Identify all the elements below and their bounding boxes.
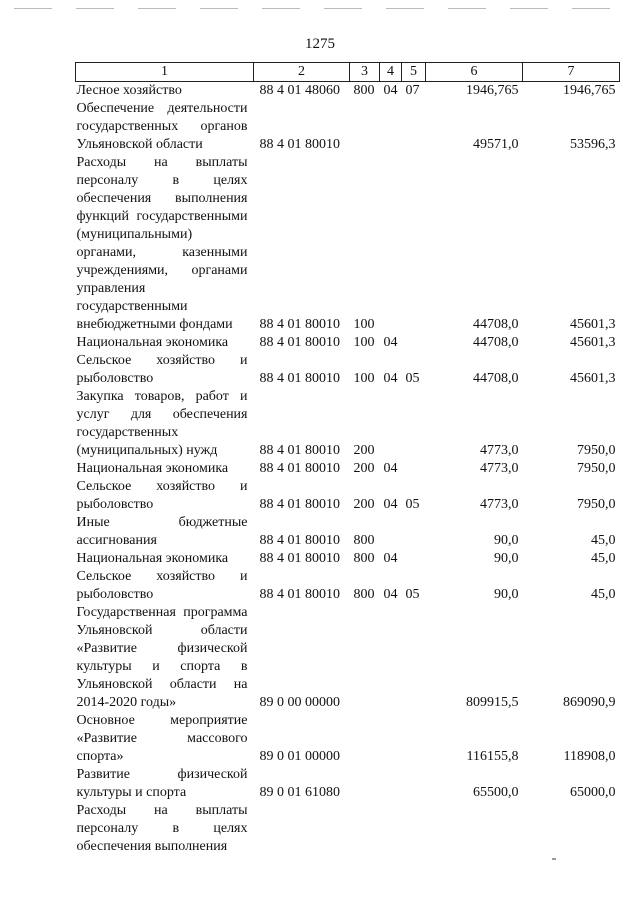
- row-rz: [380, 712, 402, 766]
- row-amount-1: 4773,0: [480, 443, 519, 458]
- row-pr: 05: [405, 587, 420, 602]
- row-vr: 100: [353, 335, 375, 350]
- row-pr: [402, 460, 426, 478]
- row-code: 88 4 01 80010: [259, 443, 340, 458]
- row-code: 88 4 01 80010: [259, 533, 340, 548]
- row-vr: 800: [353, 533, 375, 548]
- row-rz: 04: [383, 461, 398, 476]
- table-row: [76, 478, 620, 514]
- row-rz: 04: [383, 551, 398, 566]
- row-amount-2: 45601,3: [570, 335, 616, 350]
- row-pr: [402, 334, 426, 352]
- row-code: 88 4 01 48060: [259, 83, 340, 98]
- scan-speck: [552, 858, 556, 860]
- row-vr: [350, 604, 380, 712]
- row-vr: 200: [353, 461, 375, 476]
- row-name: Национальная экономика: [76, 551, 229, 566]
- row-amount-1: 4773,0: [480, 461, 519, 476]
- col-header-3: 3: [350, 63, 380, 82]
- table-row: [76, 154, 620, 334]
- row-vr: [350, 766, 380, 802]
- row-rz: 04: [383, 371, 398, 386]
- table-body: [76, 82, 620, 857]
- row-pr: 05: [405, 497, 420, 512]
- row-amount-2: 45601,3: [570, 371, 616, 386]
- row-pr: [402, 604, 426, 712]
- row-name: Расходы на выплаты персоналу в целях обеспечения выполнения: [76, 803, 248, 854]
- row-amount-1: 1946,765: [466, 83, 519, 98]
- scan-edge-artifact: [14, 8, 626, 9]
- row-amount-2: 7950,0: [577, 443, 616, 458]
- row-amount-2: 45,0: [591, 587, 616, 602]
- col-header-6: 6: [426, 63, 523, 82]
- page-number: 1275: [305, 36, 335, 52]
- row-rz: [380, 154, 402, 334]
- row-rz: [380, 802, 402, 856]
- row-amount-2: 118908,0: [563, 749, 616, 764]
- row-rz: 04: [383, 587, 398, 602]
- row-amount-1: 65500,0: [473, 785, 519, 800]
- row-vr: 100: [353, 371, 375, 386]
- table-row: [76, 604, 620, 712]
- table-row: [76, 100, 620, 154]
- row-amount-1: [426, 802, 523, 856]
- row-code: 88 4 01 80010: [259, 335, 340, 350]
- row-pr: [402, 550, 426, 568]
- row-code: 89 0 01 00000: [259, 749, 340, 764]
- table-row: [76, 334, 620, 352]
- row-amount-2: 45,0: [591, 533, 616, 548]
- row-name: Обеспечение деятельности государственных органов Ульяновской области: [76, 101, 248, 152]
- row-pr: [402, 712, 426, 766]
- col-header-5: 5: [402, 63, 426, 82]
- row-vr: [350, 802, 380, 856]
- table-row: [76, 388, 620, 460]
- row-code: 89 0 00 00000: [259, 695, 340, 710]
- row-name: Основное мероприятие «Развитие массового спорта»: [76, 713, 248, 764]
- budget-table: [75, 62, 620, 856]
- row-code: 88 4 01 80010: [259, 461, 340, 476]
- row-amount-2: [523, 802, 620, 856]
- row-name: Сельское хозяйство и рыболовство: [76, 569, 248, 602]
- row-amount-1: 90,0: [494, 551, 519, 566]
- row-vr: 800: [353, 587, 375, 602]
- table-row: [76, 514, 620, 550]
- row-rz: [380, 604, 402, 712]
- row-pr: [402, 154, 426, 334]
- row-rz: [380, 766, 402, 802]
- row-amount-2: 7950,0: [577, 497, 616, 512]
- row-name: Развитие физической культуры и спорта: [76, 767, 248, 800]
- table-row: [76, 82, 620, 101]
- col-header-7: 7: [523, 63, 620, 82]
- row-name: Иные бюджетные ассигнования: [76, 515, 248, 548]
- row-pr: [402, 100, 426, 154]
- row-amount-1: 116155,8: [466, 749, 519, 764]
- row-amount-2: 65000,0: [570, 785, 616, 800]
- row-pr: [402, 802, 426, 856]
- table-row: [76, 352, 620, 388]
- row-name: Сельское хозяйство и рыболовство: [76, 479, 248, 512]
- row-vr: 100: [353, 317, 375, 332]
- row-amount-1: 90,0: [494, 533, 519, 548]
- row-code: [254, 802, 350, 856]
- row-name: Расходы на выплаты персоналу в целях обеспечения выполнения функций государственными (муниципальными) органами, казенными учреждениями, органами управления государственными внебюджетными фондами: [76, 155, 248, 332]
- row-amount-2: 7950,0: [577, 461, 616, 476]
- table-row: [76, 568, 620, 604]
- row-rz: 04: [383, 83, 398, 98]
- row-amount-1: 4773,0: [480, 497, 519, 512]
- row-amount-1: 44708,0: [473, 371, 519, 386]
- table-row: [76, 460, 620, 478]
- row-rz: [380, 100, 402, 154]
- row-amount-1: 49571,0: [473, 137, 519, 152]
- row-code: 89 0 01 61080: [259, 785, 340, 800]
- row-pr: [402, 766, 426, 802]
- row-code: 88 4 01 80010: [259, 497, 340, 512]
- col-header-1: 1: [76, 63, 254, 82]
- row-pr: [402, 514, 426, 550]
- row-code: 88 4 01 80010: [259, 137, 340, 152]
- table-row: [76, 802, 620, 856]
- table-row: [76, 766, 620, 802]
- row-name: Государственная программа Ульяновской области «Развитие физической культуры и спорта в Ульяновской области на 2014-2020 годы»: [76, 605, 248, 710]
- row-name: Национальная экономика: [76, 461, 229, 476]
- row-code: 88 4 01 80010: [259, 317, 340, 332]
- row-name: Лесное хозяйство: [76, 83, 182, 98]
- col-header-4: 4: [380, 63, 402, 82]
- table-row: [76, 550, 620, 568]
- row-pr: 07: [405, 83, 420, 98]
- row-code: 88 4 01 80010: [259, 587, 340, 602]
- row-amount-2: 869090,9: [563, 695, 616, 710]
- row-amount-1: 809915,5: [466, 695, 519, 710]
- row-vr: 800: [353, 551, 375, 566]
- row-vr: 200: [353, 497, 375, 512]
- row-name: Закупка товаров, работ и услуг для обеспечения государственных (муниципальных) нужд: [76, 389, 248, 458]
- row-pr: [402, 388, 426, 460]
- row-amount-1: 44708,0: [473, 317, 519, 332]
- row-vr: [350, 712, 380, 766]
- row-code: 88 4 01 80010: [259, 371, 340, 386]
- row-name: Сельское хозяйство и рыболовство: [76, 353, 248, 386]
- row-rz: 04: [383, 497, 398, 512]
- col-header-2: 2: [254, 63, 350, 82]
- row-amount-2: 1946,765: [563, 83, 616, 98]
- row-amount-1: 44708,0: [473, 335, 519, 350]
- row-amount-1: 90,0: [494, 587, 519, 602]
- row-rz: [380, 388, 402, 460]
- row-vr: [350, 100, 380, 154]
- row-pr: 05: [405, 371, 420, 386]
- row-rz: [380, 514, 402, 550]
- row-amount-2: 45,0: [591, 551, 616, 566]
- row-amount-2: 53596,3: [570, 137, 616, 152]
- row-rz: 04: [383, 335, 398, 350]
- row-amount-2: 45601,3: [570, 317, 616, 332]
- row-vr: 800: [353, 83, 375, 98]
- row-name: Национальная экономика: [76, 335, 229, 350]
- header-row: [76, 63, 620, 82]
- table-row: [76, 712, 620, 766]
- row-vr: 200: [353, 443, 375, 458]
- row-code: 88 4 01 80010: [259, 551, 340, 566]
